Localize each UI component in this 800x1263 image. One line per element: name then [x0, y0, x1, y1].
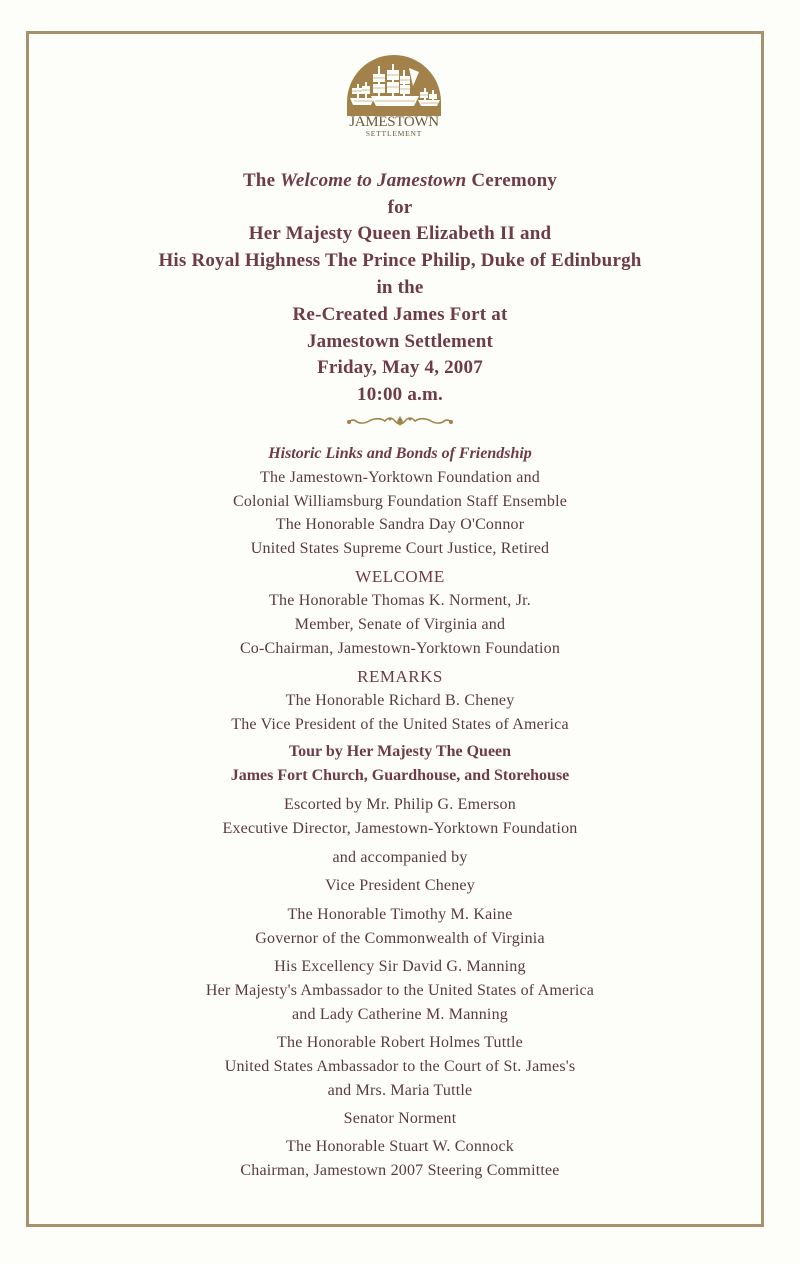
section-historic-links-line: United States Supreme Court Justice, Retired: [250, 540, 550, 557]
remarks-line: The Vice President of the United States of America: [231, 716, 569, 733]
tour-person-line: Governor of the Commonwealth of Virginia: [255, 930, 545, 947]
ceremony-title: [0, 170, 800, 192]
remarks-heading: REMARKS: [357, 667, 443, 686]
honoree-queen: Her Majesty Queen Elizabeth II and: [248, 223, 552, 244]
honoree-prince: His Royal Highness The Prince Philip, Duke of Edinburgh: [158, 250, 642, 271]
logo-jamestown-text: JAMESTOWN: [349, 114, 439, 130]
event-date: Friday, May 4, 2007: [317, 357, 483, 378]
tour-person-line: Senator Norment: [343, 1110, 457, 1127]
tour-escort-line: Escorted by Mr. Philip G. Emerson: [284, 796, 516, 813]
welcome-line: The Honorable Thomas K. Norment, Jr.: [269, 592, 531, 609]
welcome-line: Co-Chairman, Jamestown-Yorktown Foundation: [239, 640, 561, 657]
tour-subheading: James Fort Church, Guardhouse, and Storehouse: [230, 767, 570, 784]
title-suffix: Ceremony: [466, 170, 558, 191]
title-prefix: The: [242, 170, 281, 191]
event-time: 10:00 a.m.: [357, 384, 443, 405]
tour-escort-line: Executive Director, Jamestown-Yorktown Foundation: [222, 820, 578, 837]
logo-settlement-text: SETTLEMENT: [365, 129, 423, 138]
section-historic-links-title: Historic Links and Bonds of Friendship: [268, 445, 532, 462]
remarks-line: The Honorable Richard B. Cheney: [285, 692, 515, 709]
tour-person-line: and Lady Catherine M. Manning: [292, 1006, 508, 1023]
title-italic: Welcome to Jamestown: [280, 170, 467, 191]
tour-person-line: The Honorable Robert Holmes Tuttle: [277, 1034, 523, 1051]
welcome-line: Member, Senate of Virginia and: [294, 616, 506, 633]
welcome-heading: WELCOME: [355, 567, 445, 586]
tour-person-line: Vice President Cheney: [325, 877, 475, 894]
in-the-text: in the: [376, 277, 424, 298]
tour-heading: Tour by Her Majesty The Queen: [288, 743, 512, 760]
section-historic-links-line: Colonial Williamsburg Foundation Staff Ensemble: [232, 493, 568, 510]
tour-person-line: His Excellency Sir David G. Manning: [274, 958, 526, 975]
venue-line-1: Re-Created James Fort at: [292, 304, 508, 325]
tour-person-line: The Honorable Timothy M. Kaine: [287, 906, 513, 923]
tour-accompanied-text: and accompanied by: [332, 849, 468, 866]
tour-person-line: Her Majesty's Ambassador to the United States of America: [205, 982, 595, 999]
tour-person-line: and Mrs. Maria Tuttle: [327, 1082, 473, 1099]
ship-arch-icon: [345, 54, 443, 116]
section-historic-links-line: The Jamestown-Yorktown Foundation and: [260, 469, 540, 486]
flourish-ornament-icon: [345, 413, 455, 429]
tour-person-line: United States Ambassador to the Court of St. James's: [224, 1058, 576, 1075]
tour-person-line: The Honorable Stuart W. Connock: [286, 1138, 514, 1155]
for-text: for: [387, 197, 413, 218]
jamestown-settlement-logo: [345, 54, 443, 144]
section-historic-links-line: The Honorable Sandra Day O'Connor: [275, 516, 525, 533]
tour-person-line: Chairman, Jamestown 2007 Steering Committee: [240, 1162, 560, 1179]
venue-line-2: Jamestown Settlement: [306, 331, 494, 352]
